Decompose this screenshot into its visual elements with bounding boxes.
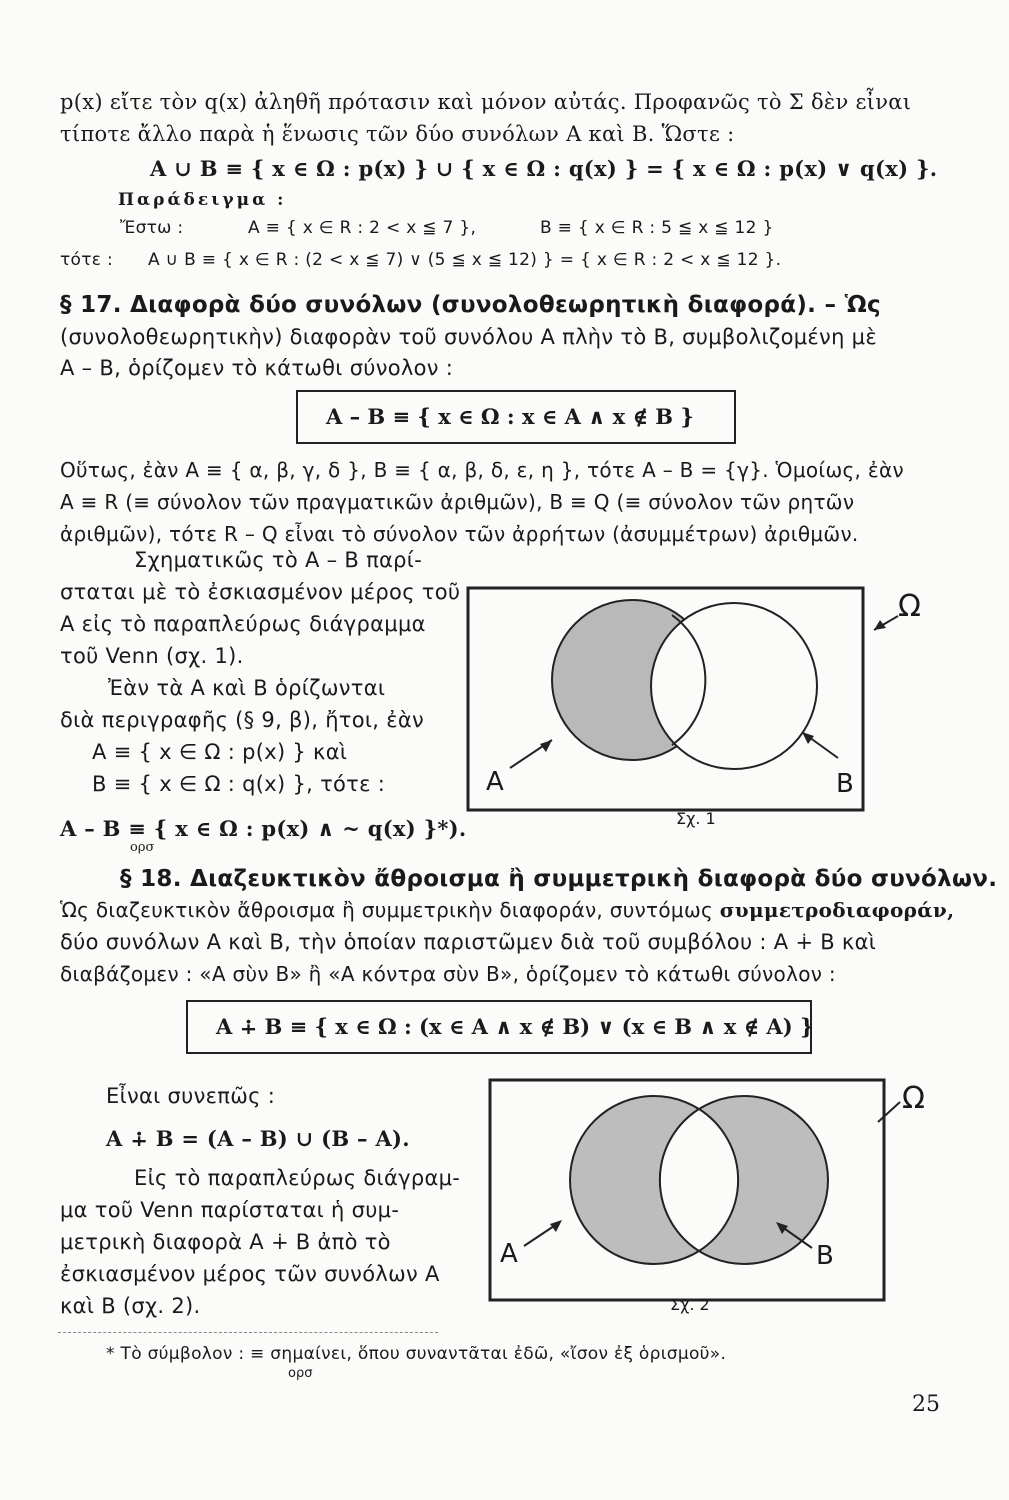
arrow-a-head [550,1220,562,1232]
text-line: Α ≡ R (≡ σύνολον τῶν πραγματικῶν ἀριθμῶν), Β ≡ Q (≡ σύνολον τῶν ρητῶν [60,490,855,514]
example-let: Ἔστω : [120,218,184,238]
text-line: Α – Β, ὁρίζομεν τὸ κάτωθι σύνολον : [60,356,454,380]
text-line: Εἰς τὸ παραπλεύρως διάγραμ- [134,1166,461,1190]
text-line: Οὕτως, ἐὰν Α ≡ { α, β, γ, δ }, Β ≡ { α, β, δ, ε, η }, τότε Α – Β = {γ}. Ὁμοίως, ἐὰν [60,458,904,482]
text-line: ἐσκιασμένον μέρος τῶν συνόλων Α [60,1262,440,1286]
text-line: ἀριθμῶν), τότε R – Q εἶναι τὸ σύνολον τῶν ἀρρήτων (ἀσυμμέτρων) ἀριθμῶν. [60,522,859,546]
label-omega: Ω [902,1081,925,1116]
formula-union: A ∪ B ≡ { x ∈ Ω : p(x) } ∪ { x ∈ Ω : q(x) } = { x ∈ Ω : p(x) ∨ q(x) }. [150,156,938,181]
set-b-circle [651,603,817,769]
text-span: Ὡς διαζευκτικὸν ἄθροισμα ἢ συμμετρικὴν διαφοράν, συντόμως [60,898,720,922]
footnote-subscript: ορσ [288,1366,313,1381]
text-line: p(x) εἴτε τὸν q(x) ἀληθῆ πρότασιν καὶ μόνον αὐτάς. Προφανῶς τὸ Σ δὲν εἶναι [60,90,912,114]
text-line: μετρικὴ διαφορὰ Α ∔ Β ἀπὸ τὸ [60,1230,391,1254]
definition-symmetric: A ∔ B ≡ { x ∈ Ω : (x ∈ A ∧ x ∉ B) ∨ (x ∈ B ∧ x ∉ A) } [216,1014,814,1039]
text-line [60,898,954,922]
text-line: Εἶναι συνεπῶς : [106,1084,276,1108]
section-17-heading: § 17. Διαφορὰ δύο συνόλων (συνολοθεωρητικὴ διαφορά). – Ὡς [60,292,881,318]
example-then: τότε : [60,250,113,270]
text-line: διὰ περιγραφῆς (§ 9, β), ἤτοι, ἐὰν [60,708,425,732]
subscript-def: ορσ [130,840,155,855]
formula-difference-predicate: A – B ≡ { x ∈ Ω : p(x) ∧ ~ q(x) }*). [60,816,467,841]
text-line: σταται μὲ τὸ ἐσκιασμένον μέρος τοῦ [60,580,461,604]
text-line: Β ≡ { x ∈ Ω : q(x) }, τότε : [92,772,386,796]
text-line: Α ≡ { x ∈ Ω : p(x) } καὶ [92,740,348,764]
label-b: B [836,769,854,799]
figure-1-caption: Σχ. 1 [676,809,716,828]
arrow-a-head [540,740,552,752]
label-omega: Ω [898,589,921,624]
text-line: Ἐὰν τὰ Α καὶ Β ὁρίζωνται [108,676,386,700]
arrow-omega [878,1102,900,1122]
term-bold: συμμετροδιαφοράν, [719,898,955,922]
venn-figure-1 [460,568,930,848]
label-a: A [500,1239,518,1269]
text-line: διαβάζομεν : «Α σὺν Β» ἢ «Α κόντρα σὺν Β», ὁρίζομεν τὸ κάτωθι σύνολον : [60,962,836,986]
example-result: A ∪ B ≡ { x ∈ R : (2 < x ≦ 7) ∨ (5 ≦ x ≦ 12) } = { x ∈ R : 2 < x ≦ 12 }. [148,250,782,270]
text-line: Σχηματικῶς τὸ Α – Β παρί- [134,548,423,572]
footnote: * Τὸ σύμβολον : ≡ σημαίνει, ὅπου συναντᾶται ἐδῶ, «ἴσον ἐξ ὁρισμοῦ». [106,1344,727,1364]
definition-difference: A – B ≡ { x ∈ Ω : x ∈ A ∧ x ∉ B } [326,404,694,429]
text-line: (συνολοθεωρητικὴν) διαφορὰν τοῦ συνόλου Α πλὴν τὸ Β, συμβολιζομένη μὲ [60,325,877,349]
section-18-heading: § 18. Διαζευκτικὸν ἄθροισμα ἢ συμμετρικὴ διαφορὰ δύο συνόλων. [120,866,998,892]
text-line: τίποτε ἄλλο παρὰ ἡ ἕνωσις τῶν δύο συνόλων Α καὶ Β. Ὥστε : [60,122,735,146]
example-set-b: B ≡ { x ∈ R : 5 ≦ x ≦ 12 } [540,218,774,238]
footnote-rule [58,1332,438,1333]
text-line: τοῦ Venn (σχ. 1). [60,644,244,668]
example-set-a: A ≡ { x ∈ R : 2 < x ≦ 7 }, [248,218,477,238]
text-line: μα τοῦ Venn παρίσταται ἡ συμ- [60,1198,400,1222]
text-line: καὶ Β (σχ. 2). [60,1294,201,1318]
page-number: 25 [912,1392,940,1417]
example-heading: Παράδειγμα : [118,190,287,210]
text-line: Α εἰς τὸ παραπλεύρως διάγραμμα [60,612,426,636]
venn-figure-2 [486,1078,946,1334]
label-b: B [816,1241,834,1271]
figure-2-caption: Σχ. 2 [670,1295,710,1314]
text-line: δύο συνόλων Α καὶ Β, τὴν ὁποίαν παριστῶμεν διὰ τοῦ συμβόλου : Α ∔ Β καὶ [60,930,877,954]
label-a: A [486,767,504,797]
formula-symmetric: A ∔ B = (A – B) ∪ (B – A). [106,1126,410,1151]
arrow-b-head [802,732,814,744]
